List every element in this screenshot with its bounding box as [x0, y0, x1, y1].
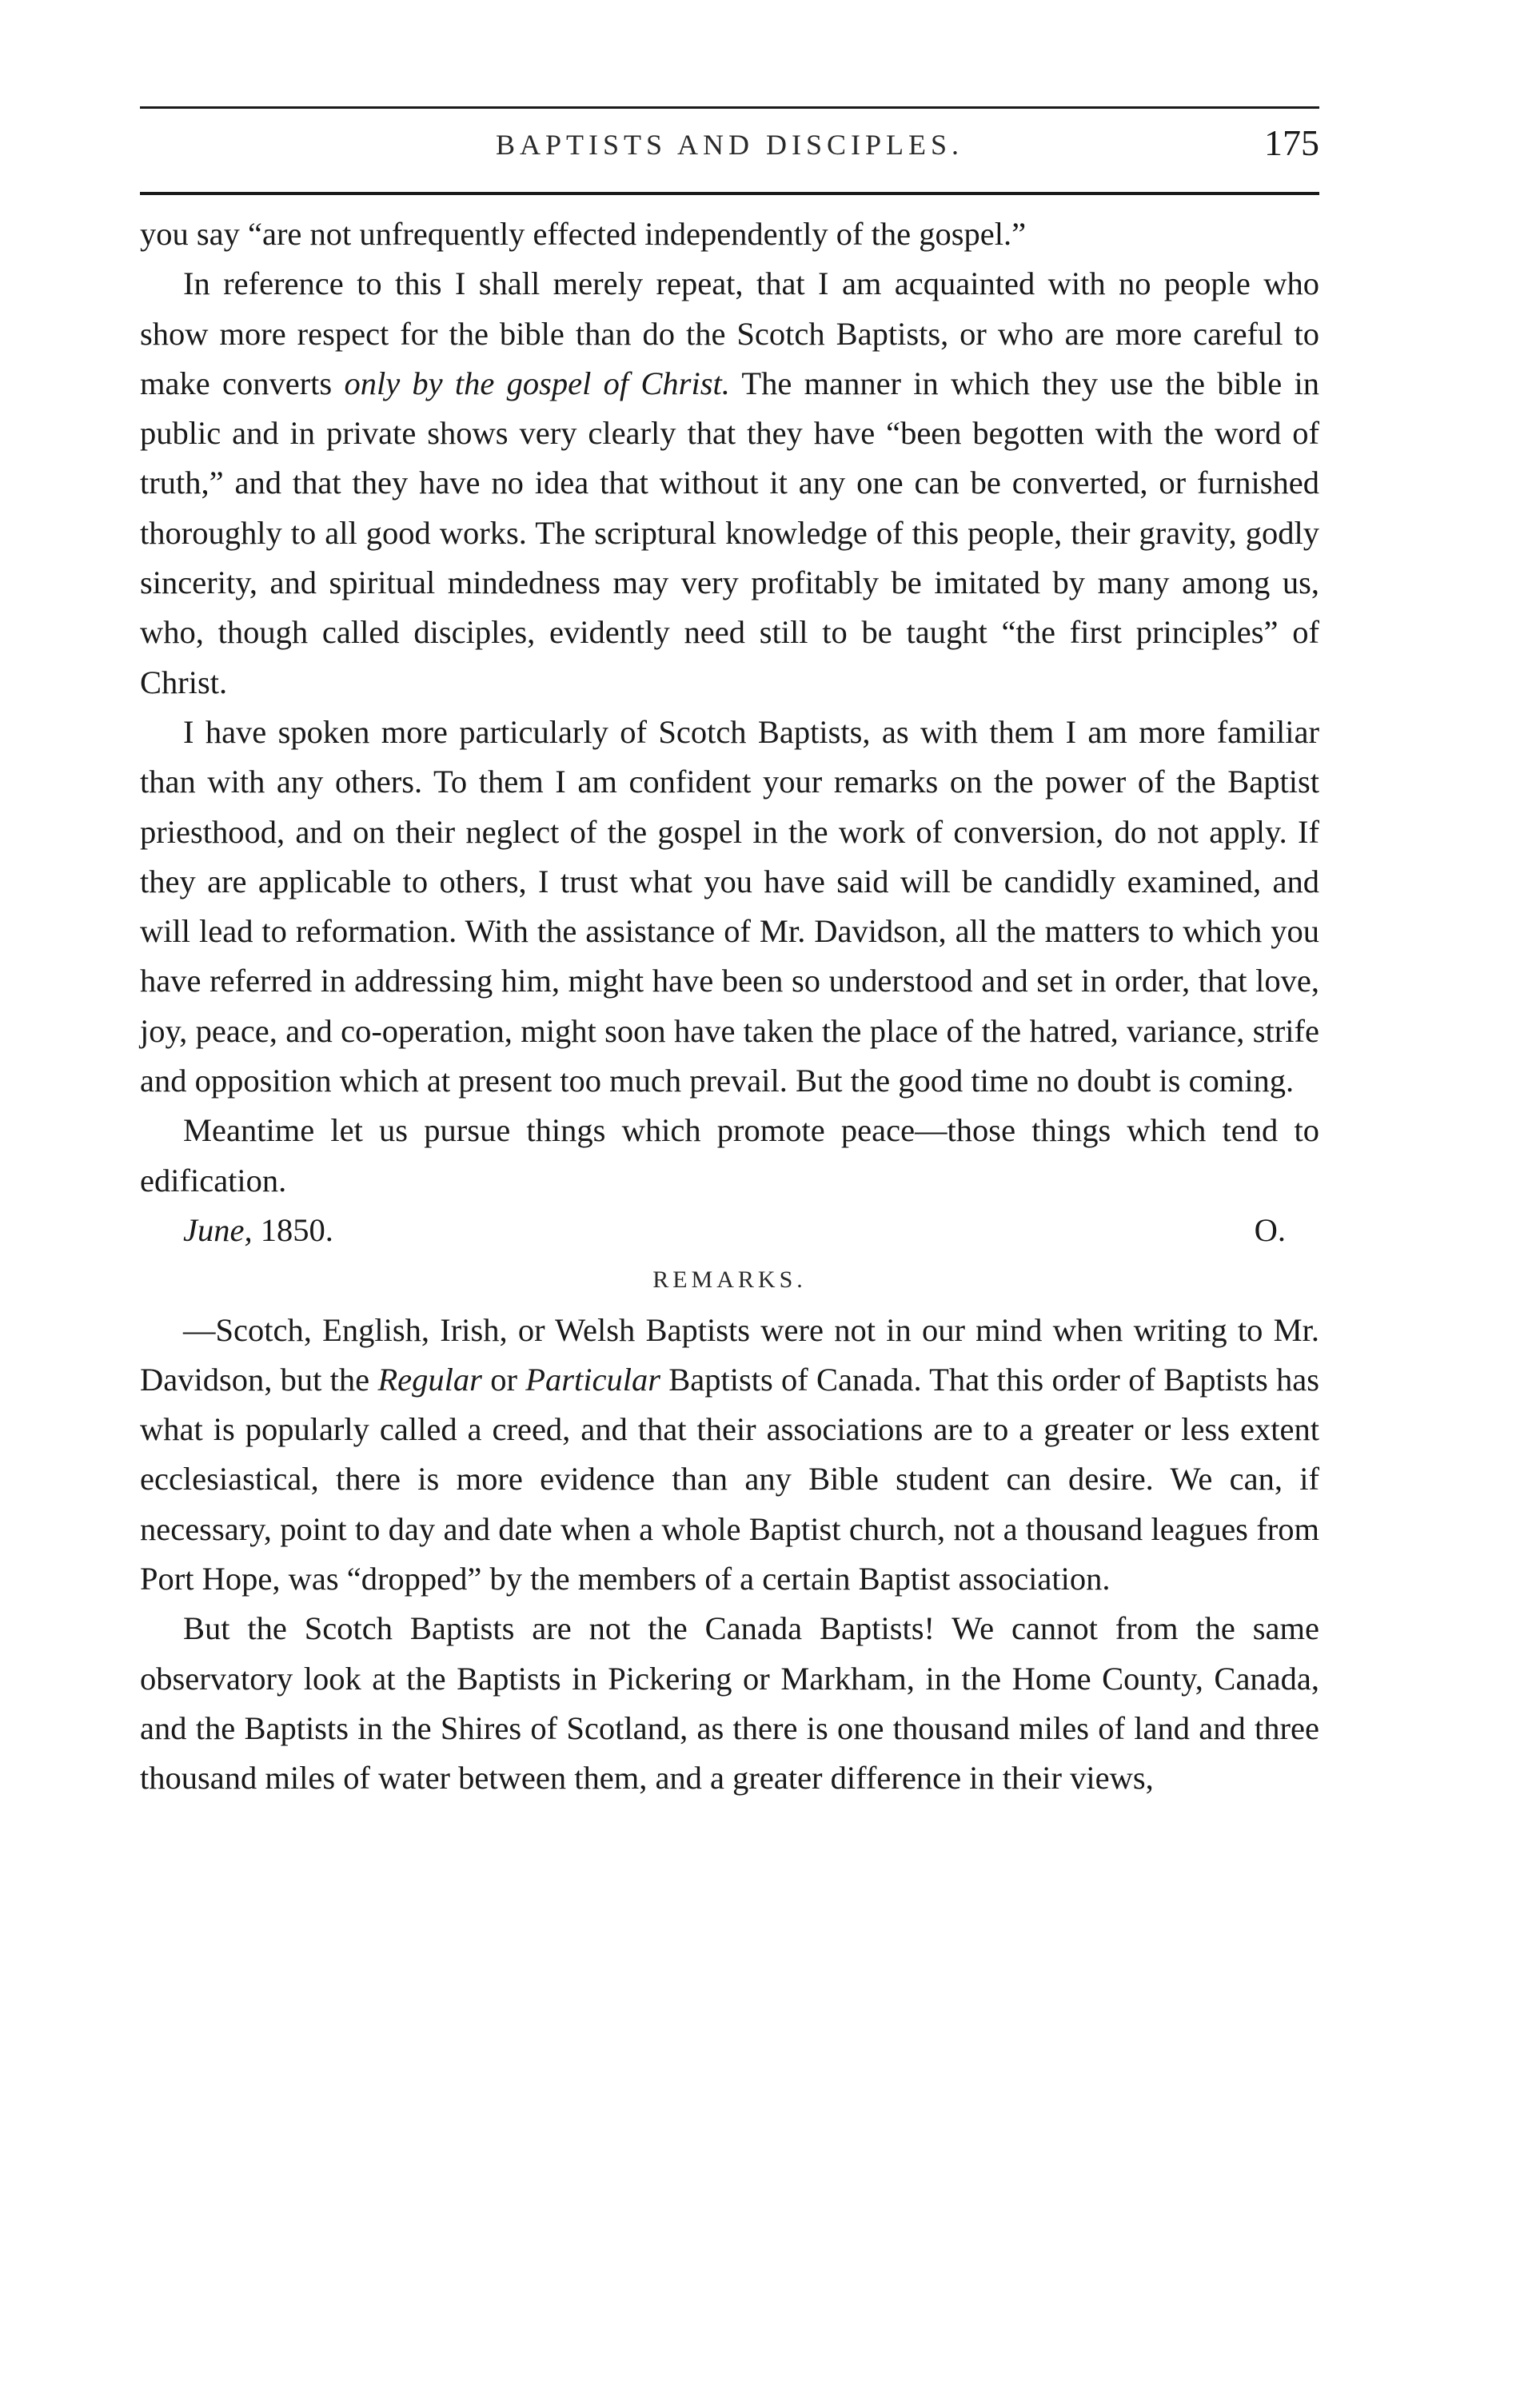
paragraph-remarks: [140, 1306, 1319, 1605]
paragraph-meantime: Meantime let us pursue things which promote peace—those things which tend to edification.: [140, 1112, 1319, 1198]
paragraph-text: In reference to this I shall merely repeat, that I am acquainted with no people who show more respect for the bible than do the Scotch Baptists, or who are more careful to make converts: [140, 265, 1319, 401]
dateline: [183, 1206, 333, 1255]
emphasis-particular: Particular: [525, 1361, 660, 1398]
signature: O.: [1254, 1211, 1286, 1248]
remarks-heading: REMARKS.: [652, 1266, 807, 1294]
page-number: 175: [1264, 122, 1319, 163]
paragraph-spoken-more: I have spoken more particularly of Scotch Baptists, as with them I am more familiar than with any others. To them I am confident your remarks on the power of the Baptist priesthood, and on their neglect of the gospel in the work of conversion, do not apply. If they are applicable to others, I trust what you have said will be candidly examined, and will lead to reformation. With the assistance of Mr. Davidson, all the matters to which you have referred in addressing him, might have been so understood and set in order, that love, joy, peace, and co-operation, might soon have taken the place of the hatred, variance, strife and opposition which at present too much prevail. But the good time no doubt is coming.: [140, 713, 1319, 1099]
paragraph-text: Baptists of Canada. That this order of Baptists has what is popularly called a creed, and that their associations are to a greater or less extent ecclesiastical, there is more evidence than any Bible student can desire. We can, if necessary, point to day and date when a whole Baptist church, not a thousand leagues from Port Hope, was “dropped” by the members of a certain Baptist association.: [140, 1361, 1319, 1597]
paragraph-text: or: [481, 1361, 526, 1398]
paragraph-text: The manner in which they use the bible in public and in private shows very clearly that they have “been begotten with the word of truth,” and that they have no idea that without it any one can be converted, or furnished thoroughly to all good works. The scriptural knowledge of this people, their gravity, godly sincerity, and spiritual mindedness may very profitably be imitated by many among us, who, though called disciples, evidently need still to be taught “the first principles” of Christ.: [140, 365, 1320, 700]
paragraph-scotch-baptists-respect: [140, 259, 1319, 708]
emphasis-regular: Regular: [377, 1361, 482, 1398]
page-header: [140, 122, 1319, 177]
date-month: June,: [183, 1211, 253, 1248]
paragraph-continuation: you say “are not unfrequently effected independently of the gospel.”: [140, 216, 1027, 252]
date-year: 1850.: [252, 1211, 333, 1248]
letter-signoff: [140, 1206, 1319, 1255]
emphasis-text: only by the gospel of Christ.: [344, 365, 730, 401]
top-rule: [140, 106, 1319, 109]
header-rule: [140, 192, 1319, 195]
running-head: BAPTISTS AND DISCIPLES.: [495, 129, 964, 161]
paragraph-scotch-not-canada: But the Scotch Baptists are not the Canada Baptists! We cannot from the same observatory look at the Baptists in Pickering or Markham, in the Home County, Canada, and the Baptists in the Shires of Scotland, as there is one thousand miles of land and three thousand miles of water between them, and a greater difference in their views,: [140, 1610, 1319, 1797]
body-text: [140, 209, 1319, 1804]
paragraph-text: —Scotch, English, Irish, or Welsh Baptists were not in our mind when writing to Mr. Davidson, but the: [140, 1311, 1319, 1398]
